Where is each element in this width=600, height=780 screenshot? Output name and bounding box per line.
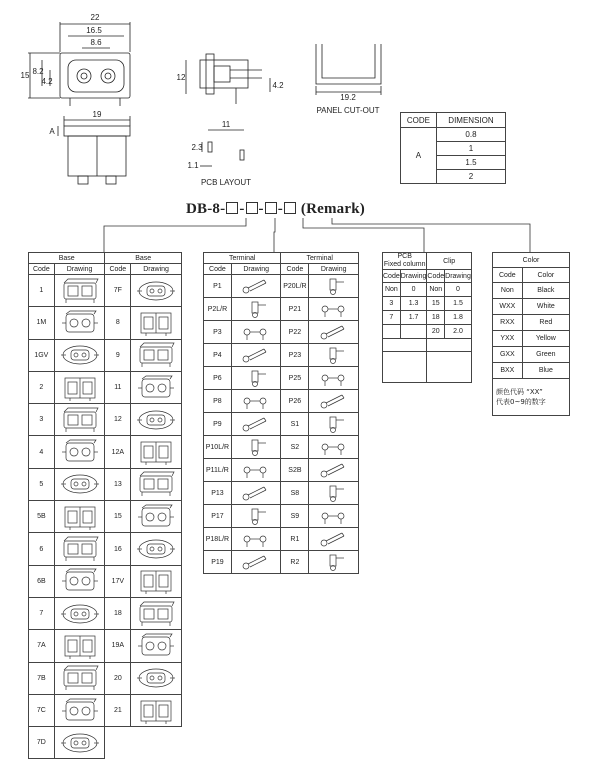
terminal-drawing: [231, 413, 281, 436]
terminal-drawing-icon: [236, 414, 276, 434]
base-code: 1GV: [29, 339, 55, 371]
terminal-code: S8: [281, 482, 309, 505]
base-drawing-icon: [58, 438, 102, 466]
base-title: Base: [29, 253, 105, 264]
terminal-drawing: [231, 390, 281, 413]
base-code: 1M: [29, 307, 55, 339]
pcb-subtitle: Fixed column: [383, 261, 426, 268]
base-drawing-icon: [134, 535, 178, 563]
terminal-code: P10L/R: [204, 436, 232, 459]
dim-code-header: CODE: [401, 113, 437, 128]
terminal-drawing: [231, 482, 281, 505]
base-code: 17V: [105, 565, 131, 597]
pcb-code: 7: [383, 311, 401, 325]
clip-drawing: 0: [445, 283, 472, 297]
terminal-code: P8: [204, 390, 232, 413]
base-drawing-icon: [134, 697, 178, 725]
terminal-title: Terminal: [281, 253, 359, 264]
color-code: Non: [493, 283, 523, 299]
pcb-layout-label: PCB LAYOUT: [200, 178, 252, 187]
terminal-drawing-icon: [236, 299, 276, 319]
base-drawing: [131, 468, 182, 500]
base-row: [29, 339, 182, 371]
color-note: [493, 379, 570, 416]
part-number-sep: -: [239, 201, 245, 217]
clip-drawing-header: Drawing: [445, 270, 472, 283]
base-drawing-icon: [58, 277, 102, 305]
color-name: Black: [522, 283, 569, 299]
terminal-drawing: [309, 551, 359, 574]
clip-code: 20: [427, 325, 445, 339]
terminal-drawing: [309, 505, 359, 528]
terminal-code: S2B: [281, 459, 309, 482]
pcb-clip-table: [382, 252, 472, 383]
dim-value: 0.8: [436, 128, 505, 142]
base-drawing-icon: [58, 567, 102, 595]
base-drawing: [54, 501, 105, 533]
terminal-drawing-icon: [236, 483, 276, 503]
color-title: Color: [493, 253, 570, 268]
terminal-code: P20L/R: [281, 275, 309, 298]
base-code: 2: [29, 371, 55, 403]
base-code: 7A: [29, 630, 55, 662]
base-drawing-icon: [134, 277, 178, 305]
color-name: Blue: [522, 363, 569, 379]
base-code: 1: [29, 275, 55, 307]
color-name-header: Color: [522, 268, 569, 283]
cutout-width-dim: 19.2: [340, 93, 356, 102]
pcb-header: [383, 253, 427, 270]
front-h1-dim: 8.2: [32, 67, 44, 76]
base-drawing-icon: [134, 567, 178, 595]
base-code: 15: [105, 501, 131, 533]
base-code: 13: [105, 468, 131, 500]
base-code: 9: [105, 339, 131, 371]
base-drawing-icon: [58, 470, 102, 498]
terminal-drawing: [309, 390, 359, 413]
clip-drawing: 1.8: [445, 311, 472, 325]
part-number-prefix: DB-8-: [186, 201, 226, 217]
base-drawing: [54, 694, 105, 726]
terminal-drawing-icon: [314, 391, 354, 411]
terminal-drawing-icon: [236, 437, 276, 457]
terminal-table: [203, 252, 359, 574]
terminal-code-header: Code: [281, 264, 309, 275]
base-drawing-icon: [134, 438, 178, 466]
base-code: 3: [29, 404, 55, 436]
terminal-drawing-icon: [236, 391, 276, 411]
color-note-line2: 代表0~9的数字: [496, 398, 546, 406]
terminal-drawing-icon: [236, 276, 276, 296]
terminal-drawing-icon: [236, 322, 276, 342]
base-row: [29, 307, 182, 339]
part-number-remark: (Remark): [300, 201, 365, 217]
base-drawing-icon: [134, 632, 178, 660]
terminal-drawing: [309, 413, 359, 436]
front-width-dim: 22: [90, 13, 100, 22]
base-row: [29, 630, 182, 662]
base-code: 21: [105, 694, 131, 726]
terminal-row: [204, 436, 359, 459]
terminal-drawing-icon: [314, 276, 354, 296]
dim-value: 2: [436, 170, 505, 184]
base-drawing: [54, 662, 105, 694]
color-code: BXX: [493, 363, 523, 379]
base-drawing-icon: [58, 406, 102, 434]
color-code: GXX: [493, 347, 523, 363]
terminal-title: Terminal: [204, 253, 281, 264]
base-drawing: [54, 404, 105, 436]
color-name: Yellow: [522, 331, 569, 347]
base-code: 16: [105, 533, 131, 565]
base-code-header: Code: [29, 264, 55, 275]
clip-drawing: 2.0: [445, 325, 472, 339]
base-drawing-icon: [58, 341, 102, 369]
terminal-code: P22: [281, 321, 309, 344]
terminal-row: [204, 528, 359, 551]
terminal-drawing-icon: [314, 299, 354, 319]
terminal-drawing: [309, 482, 359, 505]
base-drawing: [131, 565, 182, 597]
base-row: [29, 501, 182, 533]
pcb-code: 3: [383, 297, 401, 311]
pcb-clip-row: [383, 311, 472, 325]
clip-drawing: 1.5: [445, 297, 472, 311]
terminal-drawing: [309, 321, 359, 344]
base-drawing-icon: [58, 309, 102, 337]
terminal-drawing-header: Drawing: [309, 264, 359, 275]
pcb-clip-row: [383, 283, 472, 297]
terminal-code: P3: [204, 321, 232, 344]
terminal-drawing-icon: [314, 506, 354, 526]
pcb-code-header: Code: [383, 270, 401, 283]
part-number-sep: -: [277, 201, 283, 217]
terminal-code: P19: [204, 551, 232, 574]
pcb-width-dim: 11: [221, 120, 231, 129]
pcb-drawing: 0: [400, 283, 427, 297]
terminal-drawing: [309, 528, 359, 551]
terminal-drawing: [231, 367, 281, 390]
base-row: [29, 371, 182, 403]
base-drawing: [131, 436, 182, 468]
terminal-drawing-icon: [236, 529, 276, 549]
terminal-row: [204, 505, 359, 528]
terminal-code: P11L/R: [204, 459, 232, 482]
pcb-code: Non: [383, 283, 401, 297]
base-table: [28, 252, 182, 759]
base-code: 6: [29, 533, 55, 565]
front-pin-pitch-dim: 8.6: [90, 38, 102, 47]
terminal-code: P9: [204, 413, 232, 436]
base-drawing: [131, 371, 182, 403]
base-drawing: [54, 565, 105, 597]
bottom-width-dim: 19: [92, 110, 102, 119]
terminal-drawing-icon: [314, 345, 354, 365]
color-code: YXX: [493, 331, 523, 347]
base-drawing-icon: [134, 341, 178, 369]
base-drawing: [131, 694, 182, 726]
pcb-drawing: [400, 325, 427, 339]
terminal-drawing: [231, 436, 281, 459]
terminal-code: P21: [281, 298, 309, 321]
terminal-row: [204, 344, 359, 367]
base-code: 8: [105, 307, 131, 339]
base-row: [29, 404, 182, 436]
base-drawing: [131, 597, 182, 629]
color-table: [492, 252, 570, 416]
base-drawing-icon: [134, 309, 178, 337]
dim-value: 1.5: [436, 156, 505, 170]
terminal-drawing-icon: [236, 368, 276, 388]
terminal-row: [204, 413, 359, 436]
color-code-header: Code: [493, 268, 523, 283]
base-drawing-icon: [58, 600, 102, 628]
base-code: 12A: [105, 436, 131, 468]
base-row: [29, 662, 182, 694]
base-row: [29, 275, 182, 307]
base-drawing: [54, 727, 105, 759]
clip-title: Clip: [427, 253, 471, 270]
pcb-pin-dim: 1.1: [187, 161, 199, 170]
terminal-drawing-icon: [314, 460, 354, 480]
terminal-drawing-icon: [236, 345, 276, 365]
terminal-code: P6: [204, 367, 232, 390]
terminal-drawing: [309, 298, 359, 321]
terminal-drawing: [231, 344, 281, 367]
base-drawing-icon: [134, 503, 178, 531]
terminal-drawing-icon: [314, 437, 354, 457]
terminal-row: [204, 482, 359, 505]
base-code-header: Code: [105, 264, 131, 275]
terminal-code: S1: [281, 413, 309, 436]
base-drawing: [54, 371, 105, 403]
terminal-code: P13: [204, 482, 232, 505]
base-drawing: [131, 501, 182, 533]
terminal-drawing-icon: [236, 506, 276, 526]
terminal-drawing-icon: [314, 552, 354, 572]
base-drawing-icon: [58, 535, 102, 563]
terminal-code: P2L/R: [204, 298, 232, 321]
color-row: [493, 283, 570, 299]
base-drawing-icon: [134, 406, 178, 434]
color-name: Green: [522, 347, 569, 363]
base-code: 5B: [29, 501, 55, 533]
base-drawing-icon: [58, 729, 102, 757]
terminal-drawing: [309, 459, 359, 482]
terminal-code: P4: [204, 344, 232, 367]
base-code: 7B: [29, 662, 55, 694]
base-drawing: [131, 533, 182, 565]
base-drawing: [131, 339, 182, 371]
front-pitch-dim: 16.5: [86, 26, 102, 35]
terminal-code-header: Code: [204, 264, 232, 275]
base-row: [29, 533, 182, 565]
terminal-code: P23: [281, 344, 309, 367]
base-row: [29, 436, 182, 468]
base-code: 20: [105, 662, 131, 694]
part-number-connectors: [0, 0, 600, 260]
terminal-code: R2: [281, 551, 309, 574]
terminal-code: P18L/R: [204, 528, 232, 551]
base-drawing: [131, 275, 182, 307]
terminal-drawing-icon: [314, 414, 354, 434]
terminal-drawing: [309, 344, 359, 367]
terminal-row: [204, 321, 359, 344]
terminal-code: P17: [204, 505, 232, 528]
base-title: Base: [105, 253, 182, 264]
terminal-row: [204, 298, 359, 321]
base-drawing: [131, 307, 182, 339]
dim-value-header: DIMENSION: [436, 113, 505, 128]
terminal-row: [204, 275, 359, 298]
terminal-drawing-icon: [314, 529, 354, 549]
terminal-code: P26: [281, 390, 309, 413]
base-drawing-icon: [58, 503, 102, 531]
base-drawing-header: Drawing: [54, 264, 105, 275]
bottom-a-label: A: [49, 127, 55, 136]
pcb-title: PCB: [397, 253, 412, 260]
base-drawing: [131, 662, 182, 694]
terminal-drawing: [231, 275, 281, 298]
color-row: [493, 299, 570, 315]
base-code: 7D: [29, 727, 55, 759]
base-drawing: [54, 630, 105, 662]
base-code: 4: [29, 436, 55, 468]
clip-code: 18: [427, 311, 445, 325]
clip-code-header: Code: [427, 270, 445, 283]
base-code: 7C: [29, 694, 55, 726]
clip-code: 15: [427, 297, 445, 311]
front-h2-dim: 4.2: [41, 77, 53, 86]
base-drawing-icon: [134, 600, 178, 628]
terminal-drawing-icon: [314, 368, 354, 388]
terminal-drawing: [309, 275, 359, 298]
base-row: [29, 727, 182, 759]
base-drawing: [54, 436, 105, 468]
color-code: RXX: [493, 315, 523, 331]
base-drawing: [54, 468, 105, 500]
cutout-label: PANEL CUT-OUT: [316, 106, 380, 115]
base-code: 19A: [105, 630, 131, 662]
base-row: [29, 565, 182, 597]
color-note-line1: 颜色代码 “XX”: [496, 388, 543, 396]
terminal-drawing: [231, 505, 281, 528]
part-number-sep: -: [258, 201, 264, 217]
base-row: [29, 694, 182, 726]
base-row: [29, 468, 182, 500]
terminal-drawing: [231, 551, 281, 574]
color-code: WXX: [493, 299, 523, 315]
dim-code-cell: A: [401, 128, 437, 184]
base-drawing-icon: [134, 470, 178, 498]
base-code: 18: [105, 597, 131, 629]
terminal-code: R1: [281, 528, 309, 551]
base-code: 11: [105, 371, 131, 403]
base-drawing: [54, 533, 105, 565]
terminal-drawing-header: Drawing: [231, 264, 281, 275]
terminal-code: P1: [204, 275, 232, 298]
base-code: 7: [29, 597, 55, 629]
base-drawing-icon: [58, 664, 102, 692]
dim-value: 1: [436, 142, 505, 156]
base-drawing-icon: [58, 697, 102, 725]
pcb-height-dim: 2.3: [191, 143, 203, 152]
pcb-clip-row: [383, 297, 472, 311]
front-height-dim: 15: [20, 71, 30, 80]
pcb-drawing-header: Drawing: [400, 270, 427, 283]
color-name: White: [522, 299, 569, 315]
base-code: 6B: [29, 565, 55, 597]
base-drawing: [54, 339, 105, 371]
base-drawing: [131, 404, 182, 436]
base-drawing: [131, 630, 182, 662]
base-drawing-icon: [58, 632, 102, 660]
base-code: 7F: [105, 275, 131, 307]
terminal-code: S9: [281, 505, 309, 528]
terminal-drawing: [309, 436, 359, 459]
terminal-drawing-icon: [236, 460, 276, 480]
base-row: [29, 597, 182, 629]
terminal-row: [204, 367, 359, 390]
terminal-drawing-icon: [236, 552, 276, 572]
terminal-code: P25: [281, 367, 309, 390]
base-drawing-header: Drawing: [131, 264, 182, 275]
terminal-code: S2: [281, 436, 309, 459]
pcb-code: [383, 325, 401, 339]
terminal-drawing: [231, 459, 281, 482]
base-drawing-icon: [134, 664, 178, 692]
terminal-row: [204, 551, 359, 574]
color-row: [493, 331, 570, 347]
color-name: Red: [522, 315, 569, 331]
terminal-drawing: [231, 528, 281, 551]
color-row: [493, 315, 570, 331]
base-code: 12: [105, 404, 131, 436]
terminal-drawing: [309, 367, 359, 390]
terminal-drawing-icon: [314, 322, 354, 342]
base-code: 5: [29, 468, 55, 500]
base-drawing: [54, 307, 105, 339]
terminal-drawing-icon: [314, 483, 354, 503]
base-drawing: [54, 597, 105, 629]
base-drawing-icon: [134, 374, 178, 402]
color-row: [493, 363, 570, 379]
pcb-drawing: 1.7: [400, 311, 427, 325]
color-row: [493, 347, 570, 363]
terminal-drawing: [231, 298, 281, 321]
terminal-drawing: [231, 321, 281, 344]
clip-code: Non: [427, 283, 445, 297]
terminal-row: [204, 390, 359, 413]
side-tail-dim: 4.2: [272, 81, 284, 90]
terminal-row: [204, 459, 359, 482]
base-drawing-icon: [58, 374, 102, 402]
pcb-drawing: 1.3: [400, 297, 427, 311]
side-height-dim: 12: [176, 73, 186, 82]
pcb-clip-row: [383, 325, 472, 339]
base-drawing: [54, 275, 105, 307]
